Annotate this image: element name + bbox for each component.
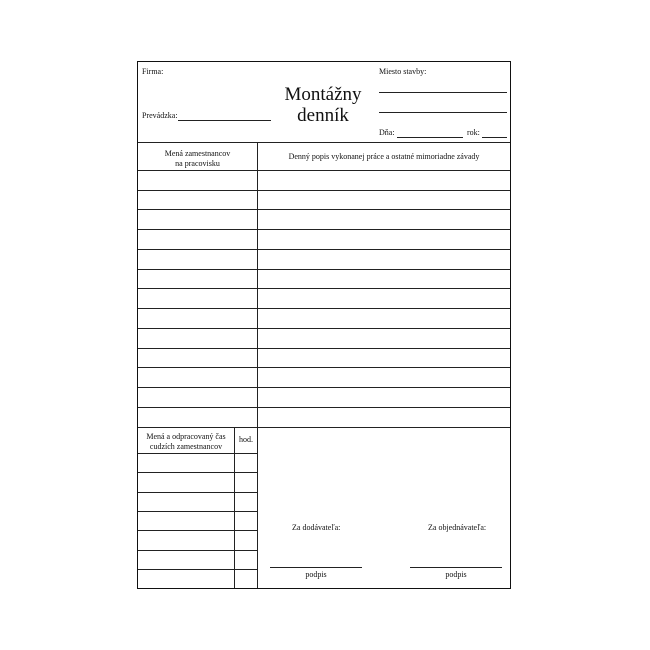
col-employees-header xyxy=(138,149,257,169)
cudzi-row[interactable] xyxy=(138,530,257,531)
table-row[interactable] xyxy=(138,249,510,250)
podpis-label-left: podpis xyxy=(305,570,327,579)
dodavatel-signature-line[interactable] xyxy=(270,567,362,568)
title-line-1: Montážny xyxy=(284,84,362,105)
podpis-label-right: podpis xyxy=(445,570,467,579)
table-row xyxy=(138,170,510,171)
col-employees-header-line-2: na pracovisku xyxy=(175,159,220,168)
rok-field-line[interactable] xyxy=(482,137,507,138)
dna-field-line[interactable] xyxy=(397,137,463,138)
firma-label: Firma: xyxy=(142,67,164,76)
objednavatel-label: Za objednávateľa: xyxy=(428,523,487,532)
table-row[interactable] xyxy=(138,209,510,210)
table-row[interactable] xyxy=(138,348,510,349)
table-row[interactable] xyxy=(138,190,510,191)
cudzi-header-line-2: cudzích zamestnancov xyxy=(149,442,223,451)
cudzi-row[interactable] xyxy=(138,569,257,570)
header-divider xyxy=(138,142,510,143)
cudzi-header-line-1: Mená a odpracovaný čas xyxy=(146,432,226,441)
prevadzka-label: Prevádzka: xyxy=(142,111,178,120)
miesto-stavby-line-2[interactable] xyxy=(379,112,507,113)
cudzi-row[interactable] xyxy=(138,511,257,512)
dodavatel-label: Za dodávateľa: xyxy=(292,523,341,532)
cudzi-row[interactable] xyxy=(138,492,257,493)
prevadzka-field-line[interactable] xyxy=(178,120,271,121)
table-row[interactable] xyxy=(138,269,510,270)
table-row[interactable] xyxy=(138,229,510,230)
col-employees-header-line-1: Mená zamestnancov xyxy=(164,149,231,158)
montazny-dennik-form xyxy=(137,61,511,589)
rok-label: rok: xyxy=(467,128,480,137)
miesto-stavby-label: Miesto stavby: xyxy=(379,67,427,76)
page-title xyxy=(278,84,368,126)
objednavatel-signature-line[interactable] xyxy=(410,567,502,568)
hod-header: hod. xyxy=(239,435,253,444)
table-row[interactable] xyxy=(138,308,510,309)
table-row[interactable] xyxy=(138,328,510,329)
footer-divider xyxy=(138,427,510,428)
table-row[interactable] xyxy=(138,288,510,289)
table-row[interactable] xyxy=(138,387,510,388)
cudzi-zamestnanci-header xyxy=(138,432,234,452)
miesto-stavby-line-1[interactable] xyxy=(379,92,507,93)
table-row[interactable] xyxy=(138,367,510,368)
cudzi-row[interactable] xyxy=(138,472,257,473)
cudzi-row xyxy=(138,453,257,454)
title-line-2: denník xyxy=(297,105,349,126)
dna-label: Dňa: xyxy=(379,128,395,137)
hod-column-divider xyxy=(234,427,235,588)
col-description-header: Denný popis vykonanej práce a ostatné mimoriadne závady xyxy=(288,152,480,161)
cudzi-row[interactable] xyxy=(138,550,257,551)
table-row[interactable] xyxy=(138,407,510,408)
